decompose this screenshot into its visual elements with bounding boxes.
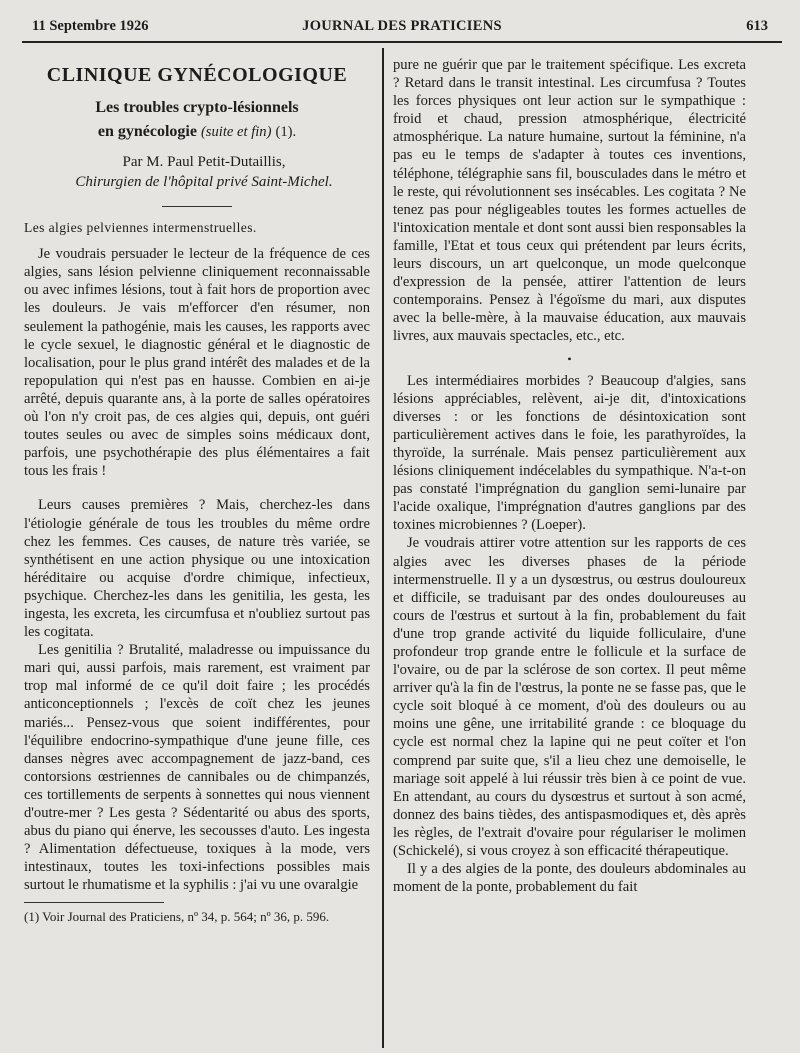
paragraph: Les genitilia ? Brutalité, maladresse ou impuissance du mari qui, aussi parfois, mais rarement, est vraiment par trop mal informé de ce qu'il doit faire ; les procédés anticonceptionnels ; l'excès de coït chez les jeunes mariés... Pensez-vous que soient indifférentes, pour l'équilibre endocrino-sympathique d'une jeune fille, ces danses nègres avec accompagnement de jazz-band, ces contorsions œstriennes de cannibales ou de chimpanzés, ces tortillements de serpents à sonnettes qui nous viennent d'outre-mer ? Les gesta ? Sédentarité ou abus des sports, abus du piano qui énerve, les secousses d'auto. Les ingesta ? Alimentation défectueuse, toxiques à la mode, vers intestinaux, toutes les toxi-infections possibles mais surtout le rhumatisme et la syphilis : j'ai vu une ovaralgie <box>24 642 370 894</box>
section-title: CLINIQUE GYNÉCOLOGIQUE <box>46 64 348 86</box>
footnote-rule <box>24 902 164 903</box>
title-divider <box>162 206 232 207</box>
header-journal-title: JOURNAL DES PRATICIENS <box>302 18 502 34</box>
article-title-footnote-ref: (1). <box>275 124 297 141</box>
left-column <box>24 56 370 925</box>
article-title-line1: Les troubles crypto-lésionnels <box>95 99 299 117</box>
column-rule <box>382 48 384 1048</box>
right-column <box>393 56 746 896</box>
paragraph: Leurs causes premières ? Mais, cherchez-les dans l'étiologie générale de tous les troubles du même ordre chez les femmes. Ces causes, de nature très variée, se synthétisent en une action physique ou une intoxication héréditaire ou acquise d'ordre chimique, infectieux, psychique. Cherchez-les dans les genitilia, les gesta, les ingesta, les excreta, les circumfusa et n'oubliez surtout pas les cogitata. <box>24 497 370 641</box>
article-title <box>24 96 370 144</box>
paragraph: Les intermédiaires morbides ? Beaucoup d'algies, sans lésions appréciables, relèvent, ai-je dit, d'intoxications diverses : or les fonctions de désintoxication sont particulièrement actives dans le foie, les parathyroïdes, la thyroïde, la surrénale. Mais pensez particulièrement aux lésions cliniquement indécelables du sympathique. N'a-t-on pas constaté l'imprégnation du ganglion semi-lunaire par l'acide oxalique, l'imprégnation d'autres ganglions par des toxines microbiennes ? (Loeper). <box>393 372 746 534</box>
author: Par M. Paul Petit-Dutaillis, <box>122 154 286 171</box>
article-title-suite: (suite et fin) <box>200 124 272 141</box>
page-header <box>22 18 782 38</box>
article-title-line2: en gynécologie <box>97 123 197 141</box>
separator-dot: • <box>567 351 572 366</box>
subsection-heading: Les algies pelviennes intermenstruelles. <box>24 220 257 236</box>
paragraph: pure ne guérir que par le traitement spécifique. Les excreta ? Retard dans le transit intestinal. Les circumfusa ? Toutes les forces physiques ont leur action sur le sympathique : froid et chaud, pression atmosphérique, électricité atmosphérique. La nature humaine, surtout la féminine, n'a pas eu le temps de s'adapter à toutes ces inventions, téléphone, télégraphie sans fil, bousculades dans le métro et le reste, qui révolutionnent ses insécables. Les cogitata ? Ne tenez pas pour négligeables toutes les formes actuelles de l'intoxication mentale et dont sont aussi bien responsables la famille, l'Etat et tous ceux qui prétendent par leurs écrits, leurs discours, un art quelconque, un mode quelconque d'expression de la pensée, attirer l'attention de leurs contemporains. Pensez à l'égoïsme du mari, aux disputes avec la belle-mère, à la mauvaise éducation, aux mauvais livres, aux mauvais spectacles, etc., etc. <box>393 57 746 345</box>
header-rule <box>22 41 782 43</box>
author-affiliation: Chirurgien de l'hôpital privé Saint-Michel. <box>75 174 333 191</box>
header-page-number: 613 <box>746 18 768 34</box>
footnote: (1) Voir Journal des Praticiens, nº 34, p. 564; nº 36, p. 596. <box>24 909 330 925</box>
paragraph: Je voudrais attirer votre attention sur les rapports de ces algies avec les diverses phases de la période intermenstruelle. Il y a un dysœstrus, ou œstrus douloureux et difficile, se traduisant par des ondes douloureuses au cours de l'œstrus et surtout à la fin, probablement du fait d'une trop grande activité du liquide folliculaire, d'une profondeur trop grande entre le follicule et la surface de l'ovaire, ou de par la sclérose de son cortex. Il peut même arriver qu'à la fin de l'œstrus, la ponte ne se fasse pas, que le cycle soit bloqué à ce moment, d'où des douleurs ou au moins une gêne, une irritabilité grande : ce bloquage du cycle est normal chez la lapine qui ne peut coïter et l'on comprend par suite que, s'il a lieu chez une demoiselle, le mariage soit appelé à lui réussir très bien à ce point de vue. En attendant, au cours du dysœstrus et surtout à son acmé, donnez des bains tièdes, des antispasmodiques et, dès après les règles, de l'extrait d'ovaire pour régulariser le molimen (Schickelé), si vous croyez à son efficacité thérapeutique. <box>393 535 746 860</box>
paragraph: Il y a des algies de la ponte, des douleurs abdominales au moment de la ponte, probablement du fait <box>393 861 746 896</box>
paragraph-gap <box>24 480 370 496</box>
paragraph: Je voudrais persuader le lecteur de la fréquence de ces algies, sans lésion pelvienne cliniquement reconnaissable ou avec infimes lésions, tout à fait hors de proportion avec les douleurs. Je vais m'efforcer d'en résumer, non seulement la pathogénie, mais les causes, les rapports avec le cycle sexuel, le diagnostic général et le diagnostic de localisation, pour le plus grand intérêt des malades et de la repopulation qui n'est pas en hausse. Combien en ai-je arrêté, depuis quarante ans, à la porte de salles opératoires où l'on n'y croit pas, de ces algies qui, depuis, ont guéri toutes seules ou avec de simples soins médicaux dont, parfois, une psychothérapie des plus élémentaires a fait tous les frais ! <box>24 246 370 480</box>
header-date: 11 Septembre 1926 <box>32 18 149 34</box>
